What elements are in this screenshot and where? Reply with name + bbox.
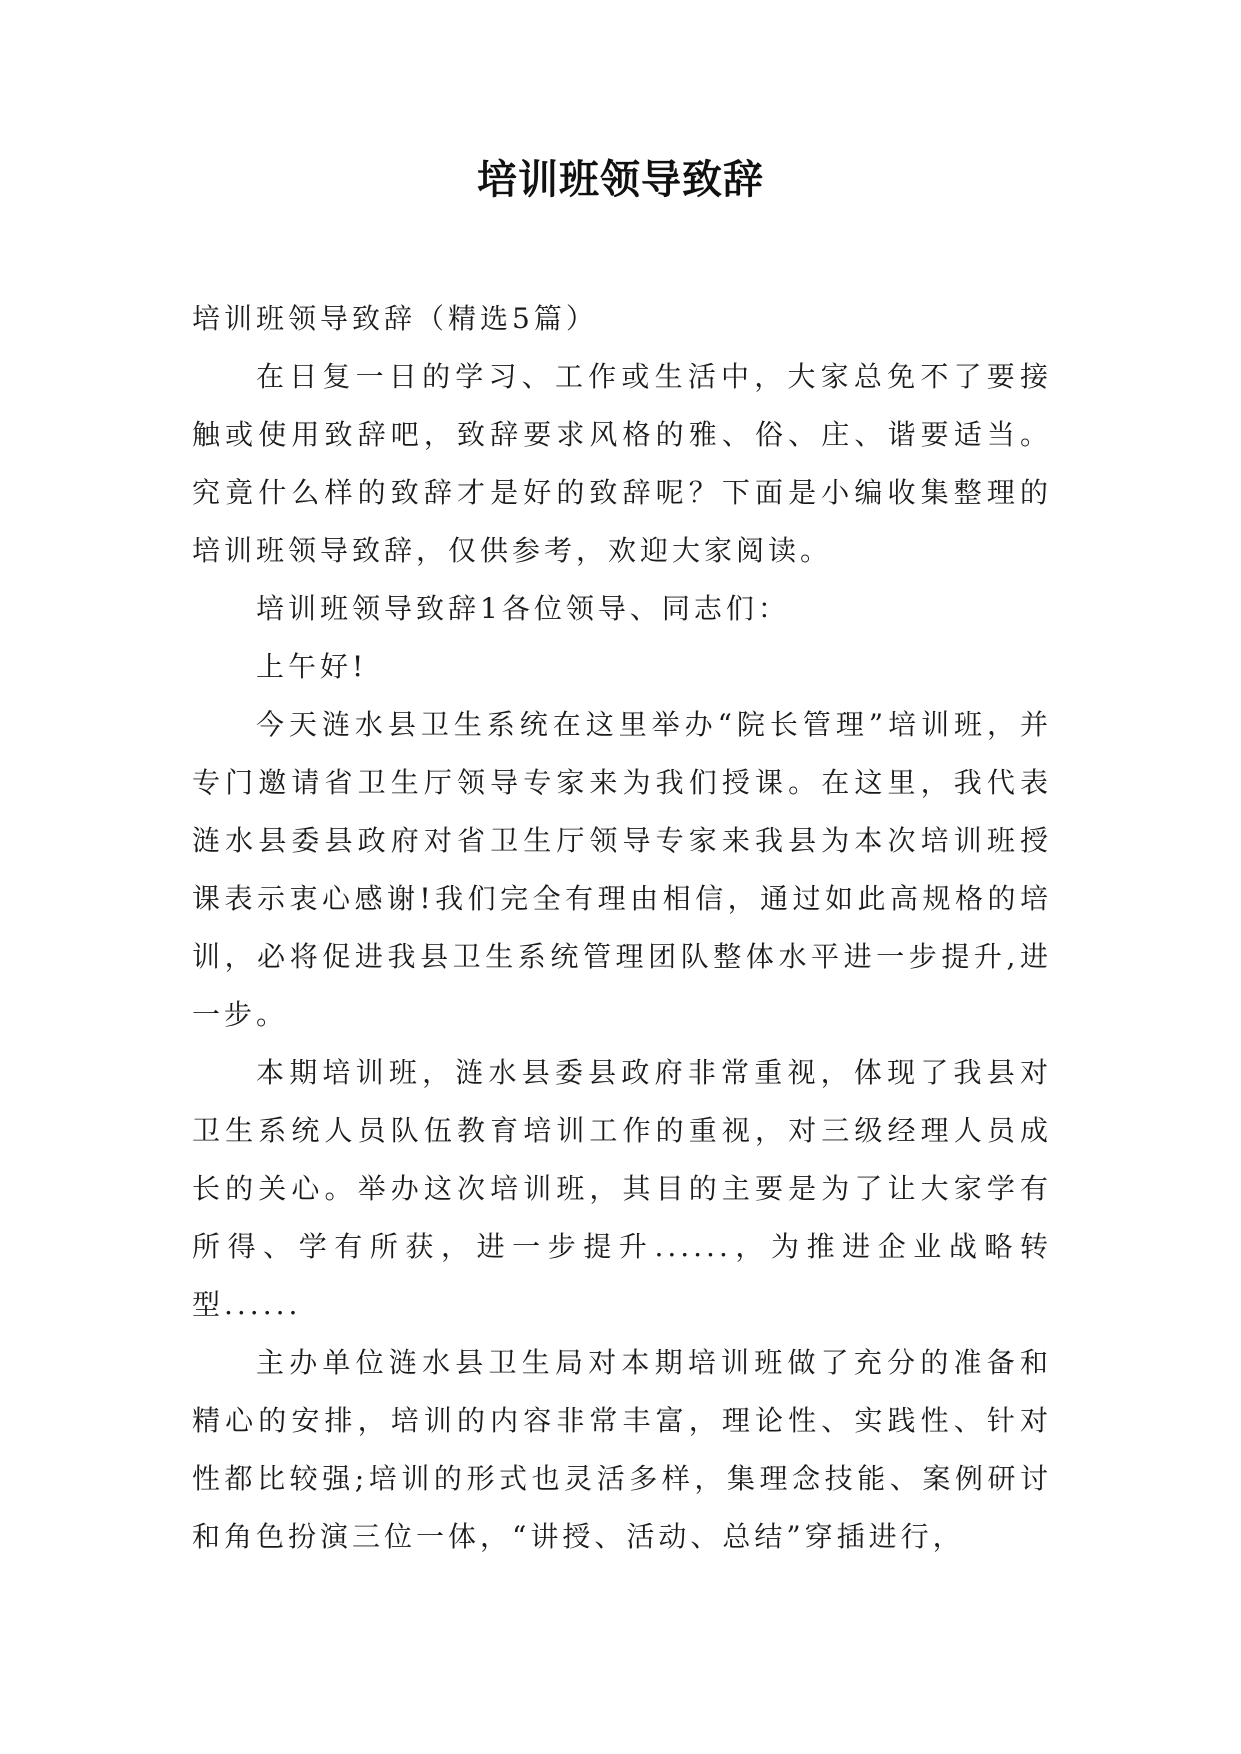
document-title: 培训班领导致辞 (477, 157, 764, 203)
paragraph-speech-heading: 培训班领导致辞1各位领导、同志们： (256, 592, 790, 625)
paragraph-body: 今天涟水县卫生系统在这里举办“院长管理”培训班，并专门邀请省卫生厅领导专家来为我们授课。在这里，我代表涟水县委县政府对省卫生厅领导专家来我县为本次培训班授课表示衷心感谢!我们完全有理由相信，通过如此高规格的培训，必将促进我县卫生系统管理团队整体水平进一步提升,进一步。 (192, 708, 1052, 1031)
paragraph-intro: 在日复一日的学习、工作或生活中，大家总免不了要接触或使用致辞吧，致辞要求风格的雅、俗、庄、谐要适当。究竟什么样的致辞才是好的致辞呢？下面是小编收集整理的培训班领导致辞，仅供参考，欢迎大家阅读。 (192, 360, 1052, 567)
paragraph-greeting: 上午好! (256, 650, 368, 683)
document-body (192, 290, 1052, 1566)
paragraph-body: 主办单位涟水县卫生局对本期培训班做了充分的准备和精心的安排，培训的内容非常丰富，理论性、实践性、针对性都比较强;培训的形式也灵活多样，集理念技能、案例研讨和角色扮演三位一体，“讲授、活动、总结”穿插进行， (192, 1346, 1052, 1553)
paragraph-subtitle: 培训班领导致辞（精选5篇） (192, 302, 598, 335)
paragraph-body: 本期培训班，涟水县委县政府非常重视，体现了我县对卫生系统人员队伍教育培训工作的重视，对三级经理人员成长的关心。举办这次培训班，其目的主要是为了让大家学有所得、学有所获，进一步提升......，为推进企业战略转型...... (192, 1056, 1052, 1321)
